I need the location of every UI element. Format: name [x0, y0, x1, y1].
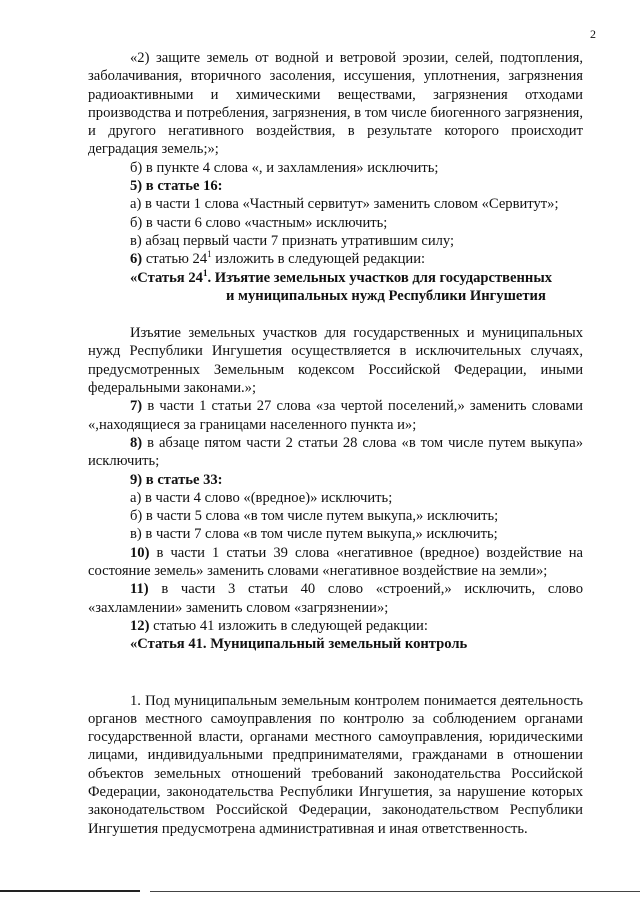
heading-line-2: и муниципальных нужд Республики Ингушетия: [226, 287, 546, 304]
paragraph-item-11: [88, 580, 583, 617]
paragraph-item-8: [88, 434, 583, 471]
item-text: статью 24: [145, 251, 208, 268]
paragraph-33-v: в) в части 7 слова «в том числе путем выкупа,» исключить;: [130, 526, 498, 543]
paragraph-16-a: а) в части 1 слова «Частный сервитут» заменить словом «Сервитут»;: [130, 196, 559, 213]
paragraph-16-b: б) в части 6 слово «частным» исключить;: [130, 214, 388, 231]
item-text: изложить в следующей редакции:: [211, 251, 426, 268]
item-number: 11): [130, 581, 149, 598]
paragraph-item-6: [88, 250, 583, 268]
item-number: 10): [130, 544, 150, 561]
item-text: статью 41 изложить в следующей редакции:: [149, 617, 428, 634]
paragraph-item-12: [88, 617, 583, 635]
heading-text: . Изъятие земельных участков для государственных: [207, 269, 553, 286]
paragraph-33-b: б) в части 5 слова «в том числе путем выкупа,» исключить;: [130, 508, 499, 525]
heading-text: «Статья 24: [130, 269, 203, 286]
item-text: в части 1 статьи 39 слова «негативное (вредное) воздействие на состояние земель» заменить словами «негативное воздействие на земли»;: [88, 544, 583, 580]
paragraph-item-10: [88, 544, 583, 581]
footer-rule-left: [0, 890, 140, 892]
paragraph-16-v: в) абзац первый части 7 признать утратившим силу;: [130, 232, 455, 249]
paragraph-article-41-part-1: 1. Под муниципальным земельным контролем понимается деятельность органов местного самоуправления по контролю за соблюдением органами государственной власти, органами местного самоуправления, юридическими лицами, индивидуальными предпринимателями, гражданами в отношении объектов земельных отношений требований законодательства Российской Федерации, законодательства Республики Ингушетия, за нарушение которых законодательством Российской Федерации, законодательством Республики Ингушетия предусмотрена административная и иная ответственность.: [88, 692, 583, 837]
paragraph-b-item-4: б) в пункте 4 слова «, и захламления» исключить;: [130, 159, 439, 176]
paragraph-item-7: [88, 397, 583, 434]
article-41-heading: «Статья 41. Муниципальный земельный контроль: [130, 636, 468, 653]
item-text: в части 1 статьи 27 слова «за чертой поселений,» заменить словами «,находящиеся за границами населенного пункта и»;: [88, 398, 583, 433]
page-number: 2: [590, 27, 596, 41]
paragraph-article-24-1-body: Изъятие земельных участков для государственных и муниципальных нужд Республики Ингушетия осуществляется в исключительных случаях, предусмотренных Земельным кодексом Российской Федерации, иными федеральными законами.»;: [88, 325, 583, 397]
paragraph-33-a: а) в части 4 слово «(вредное)» исключить;: [130, 489, 393, 506]
article-24-1-heading: [88, 269, 583, 306]
item-number: 12): [130, 617, 150, 634]
superscript: 1: [202, 267, 208, 278]
paragraph-article-16-heading: 5) в статье 16:: [130, 178, 223, 195]
footer-rule-right: [150, 891, 640, 892]
item-number: 6): [130, 251, 146, 268]
item-text: в абзаце пятом части 2 статьи 28 слова «в том числе путем выкупа» исключить;: [88, 434, 583, 470]
item-number: 7): [130, 398, 143, 415]
superscript: 1: [207, 249, 212, 260]
item-text: в части 3 статьи 40 слово «строений,» исключить, слово «захламлении» заменить словом «загрязнении»;: [88, 581, 583, 616]
document-body: [88, 49, 583, 838]
paragraph-item-2: «2) защите земель от водной и ветровой эрозии, селей, подтопления, заболачивания, вторичного засоления, иссушения, уплотнения, загрязнения радиоактивными и химическими веществами, загрязнения отходами производства и потребления, загрязнения, в том числе биогенного загрязнения, и другого негативного воздействия, в результате которого происходит деградация земель;»;: [88, 50, 583, 158]
paragraph-article-33-heading: 9) в статье 33:: [130, 471, 223, 488]
item-number: 8): [130, 434, 143, 451]
